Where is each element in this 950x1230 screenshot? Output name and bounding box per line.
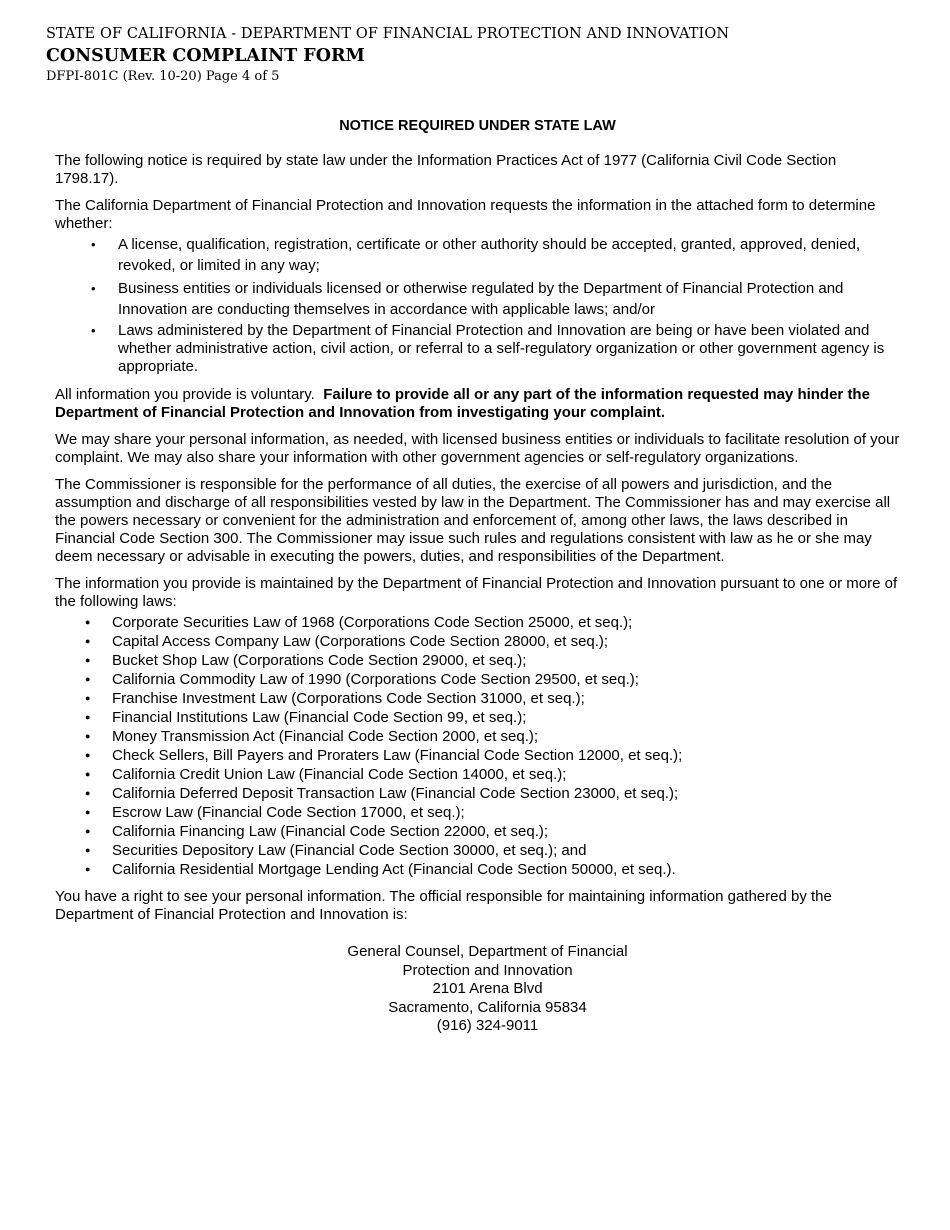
- law-item: ● California Financing Law (Financial Code Section 22000, et seq.);: [112, 822, 900, 841]
- law-item: ● California Commodity Law of 1990 (Corporations Code Section 29500, et seq.);: [112, 670, 900, 689]
- agency-name: STATE OF CALIFORNIA - DEPARTMENT OF FINANCIAL PROTECTION AND INNOVATION: [46, 26, 730, 42]
- law-item: ● Financial Institutions Law (Financial Code Section 99, et seq.);: [112, 708, 900, 727]
- law-item: ● Escrow Law (Financial Code Section 17000, et seq.);: [112, 803, 900, 822]
- law-item: ● Franchise Investment Law (Corporations Code Section 31000, et seq.);: [112, 689, 900, 708]
- form-title: CONSUMER COMPLAINT FORM: [46, 46, 365, 66]
- law-item: ● California Deferred Deposit Transaction Law (Financial Code Section 23000, et seq.);: [112, 784, 900, 803]
- law-item: ● California Residential Mortgage Lending Act (Financial Code Section 50000, et seq.).: [112, 860, 900, 879]
- law-item: ● California Credit Union Law (Financial Code Section 14000, et seq.);: [112, 765, 900, 784]
- law-item: ● Corporate Securities Law of 1968 (Corporations Code Section 25000, et seq.);: [112, 613, 900, 632]
- contact-block: [55, 943, 900, 1036]
- laws-list: [55, 613, 900, 879]
- sharing-paragraph: We may share your personal information, as needed, with licensed business entities or individuals to facilitate resolution of your complaint. We may also share your information with other government agencies or self-regulatory organizations.: [55, 431, 900, 466]
- maintained-paragraph: The information you provide is maintained by the Department of Financial Protection and Innovation pursuant to one or more of the following laws:: [55, 575, 898, 610]
- form-id: DFPI-801C (Rev. 10-20) Page 4 of 5: [46, 69, 280, 84]
- purpose-paragraph: The California Department of Financial Protection and Innovation requests the information in the attached form to determine whether:: [55, 197, 876, 232]
- law-item: ● Money Transmission Act (Financial Code Section 2000, et seq.);: [112, 727, 900, 746]
- law-item: ● Capital Access Company Law (Corporations Code Section 28000, et seq.);: [112, 632, 900, 651]
- contact-department: Protection and Innovation: [402, 961, 573, 979]
- notice-title: NOTICE REQUIRED UNDER STATE LAW: [339, 118, 616, 134]
- contact-phone: (916) 324-9011: [436, 1017, 539, 1034]
- purpose-list: [55, 234, 900, 376]
- contact-city: Sacramento, California 95834: [388, 998, 587, 1016]
- notice-body: [55, 117, 900, 1036]
- voluntary-paragraph: [55, 386, 900, 422]
- law-item: ● Securities Depository Law (Financial Code Section 30000, et seq.); and: [112, 841, 900, 860]
- commissioner-paragraph: The Commissioner is responsible for the performance of all duties, the exercise of all powers and jurisdiction, and the assumption and discharge of all responsibilities vested by law in the Department. The Commissioner has and may exercise all the powers necessary or convenient for the administration and enforcement of, among other laws, the laws described in Financial Code Section 300. The Commissioner may issue such rules and regulations consistent with law as he or she may deem necessary or advisable in executing the powers, duties, and responsibilities of the Department.: [55, 476, 891, 565]
- contact-street: 2101 Arena Blvd: [432, 980, 543, 997]
- law-item: ● Bucket Shop Law (Corporations Code Section 29000, et seq.);: [112, 651, 900, 670]
- right-to-see-paragraph: You have a right to see your personal information. The official responsible for maintaining information gathered by the Department of Financial Protection and Innovation is:: [55, 888, 832, 923]
- voluntary-text: All information you provide is voluntary.: [55, 386, 315, 403]
- intro-paragraph: The following notice is required by state law under the Information Practices Act of 1977 (California Civil Code Section 1798.17).: [55, 152, 837, 187]
- voluntary-warning: Failure to provide all or any part of the information requested may hinder the Department of Financial Protection and Innovation from investigating your complaint.: [55, 386, 870, 421]
- contact-name: General Counsel, Department of Financial: [347, 943, 628, 960]
- purpose-item: • Business entities or individuals licensed or otherwise regulated by the Department of Financial Protection and Innovation are conducting themselves in accordance with applicable laws; and/or: [118, 278, 900, 320]
- form-header: [46, 24, 729, 85]
- law-item: ● Check Sellers, Bill Payers and Proraters Law (Financial Code Section 12000, et seq.);: [112, 746, 900, 765]
- purpose-item: • A license, qualification, registration, certificate or other authority should be accepted, granted, approved, denied, revoked, or limited in any way;: [118, 234, 900, 276]
- purpose-item: • Laws administered by the Department of Financial Protection and Innovation are being or have been violated and whether administrative action, civil action, or referral to a self-regulatory organization or other government agency is appropriate.: [118, 322, 900, 376]
